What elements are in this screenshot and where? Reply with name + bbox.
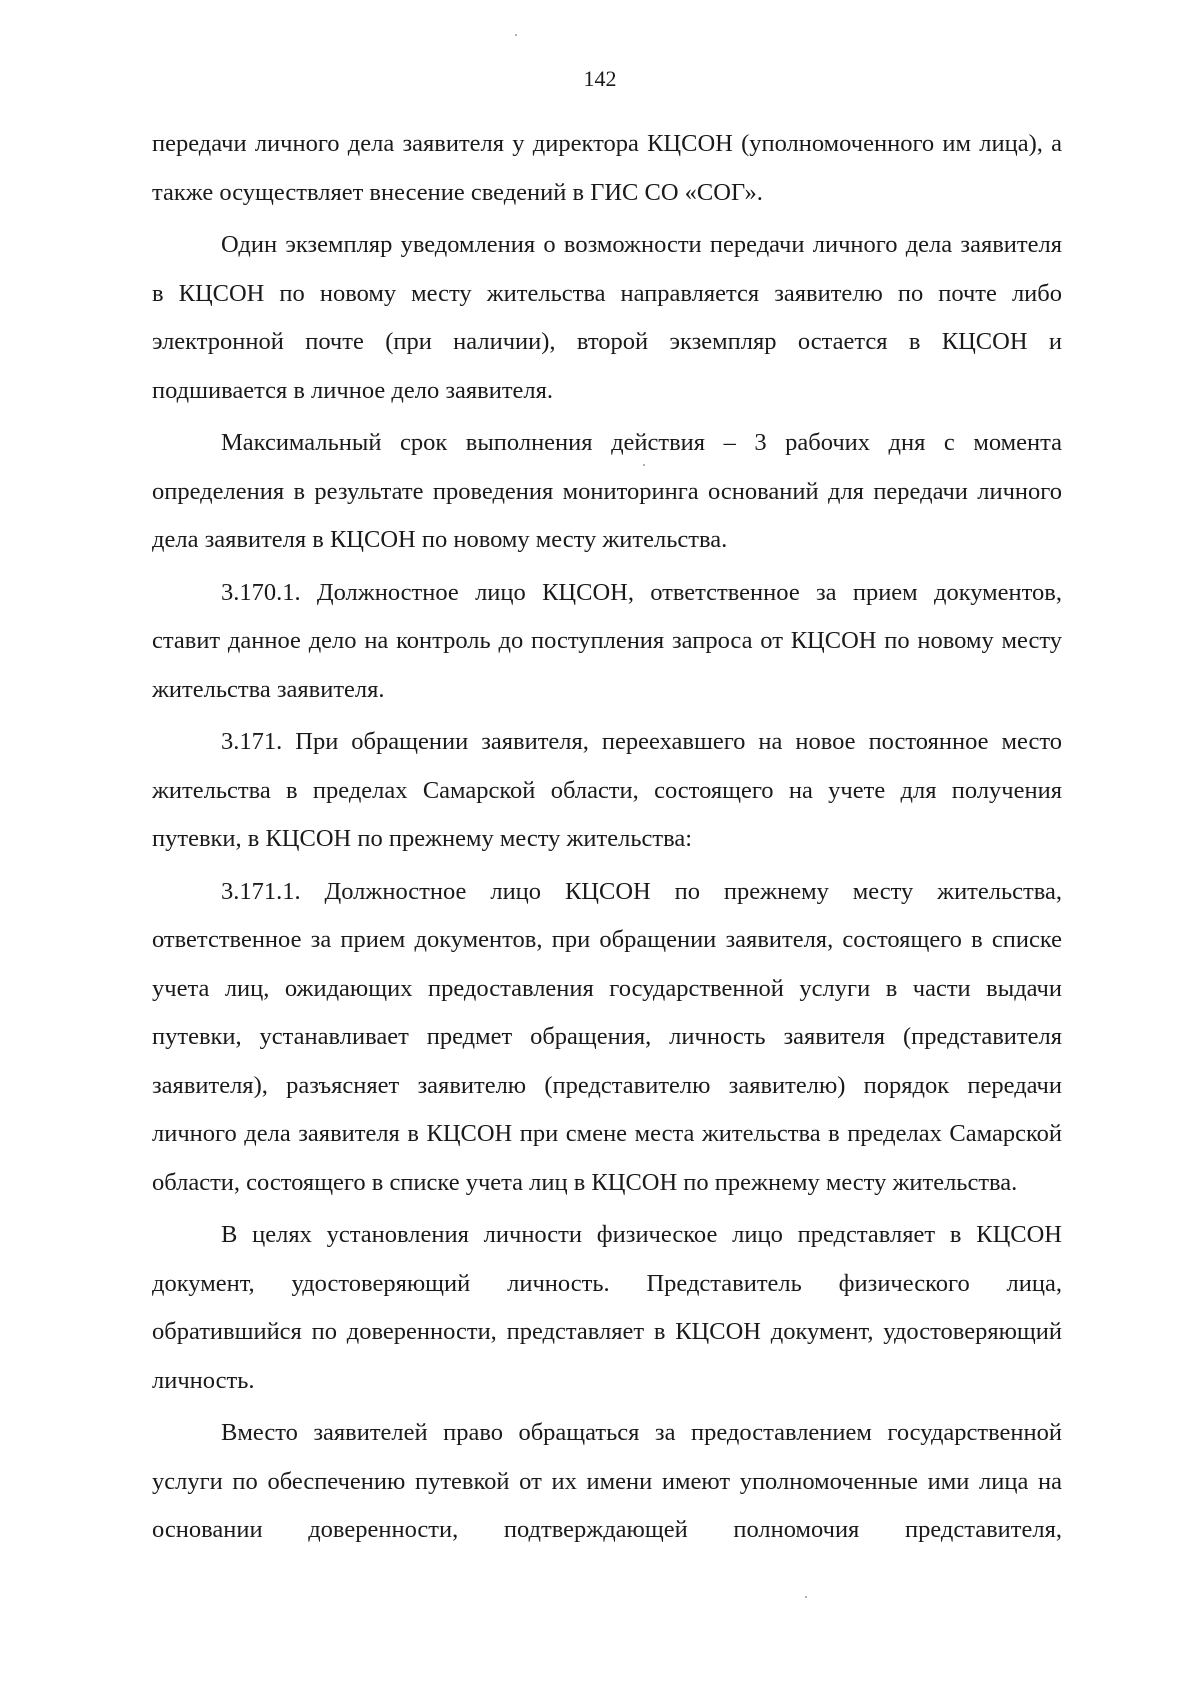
paragraph-identity: В целях установления личности физическое лицо представляет в КЦСОН документ, удостоверяющий личность. Представитель физического лица, обратившийся по доверенности, представляет в КЦСОН документ, удостоверяющий личность.	[152, 1221, 1062, 1394]
scan-speck	[805, 1596, 807, 1598]
paragraph-3-171: 3.171. При обращении заявителя, переехавшего на новое постоянное место жительства в пределах Самарской области, состоящего на учете для получения путевки, в КЦСОН по прежнему месту жительства:	[152, 728, 1062, 852]
scan-speck	[515, 34, 517, 36]
page-number: 142	[583, 66, 617, 91]
paragraph-3-171-1: 3.171.1. Должностное лицо КЦСОН по прежнему месту жительства, ответственное за прием документов, при обращении заявителя, состоящего в списке учета лиц, ожидающих предоставления государственной услуги в части выдачи путевки, устанавливает предмет обращения, личность заявителя (представителя заявителя), разъясняет заявителю (представителю заявителю) порядок передачи личного дела заявителя в КЦСОН при смене места жительства в пределах Самарской области, состоящего в списке учета лиц в КЦСОН по прежнему месту жительства.	[152, 877, 1062, 1196]
paragraph-3-170-1: 3.170.1. Должностное лицо КЦСОН, ответственное за прием документов, ставит данное дело на контроль до поступления запроса от КЦСОН по новому месту жительства заявителя.	[152, 578, 1062, 703]
paragraph-continuation: передачи личного дела заявителя у директора КЦСОН (уполномоченного им лица), а также осуществляет внесение сведений в ГИС СО «СОГ».	[152, 130, 1062, 206]
paragraph-max-term: Максимальный срок выполнения действия – 3 рабочих дня с момента определения в результате проведения мониторинга оснований для передачи личного дела заявителя в КЦСОН по новому месту жительства.	[152, 429, 1062, 553]
paragraph-representatives: Вместо заявителей право обращаться за предоставлением государственной услуги по обеспечению путевкой от их имени имеют уполномоченные ими лица на основании доверенности, подтверждающей полномочия представителя,	[152, 1419, 1062, 1543]
paragraph-notification-copy: Один экземпляр уведомления о возможности передачи личного дела заявителя в КЦСОН по новому месту жительства направляется заявителю по почте либо электронной почте (при наличии), второй экземпляр остается в КЦСОН и подшивается в личное дело заявителя.	[152, 231, 1062, 404]
document-body	[152, 120, 1062, 1555]
scan-speck	[643, 464, 645, 466]
